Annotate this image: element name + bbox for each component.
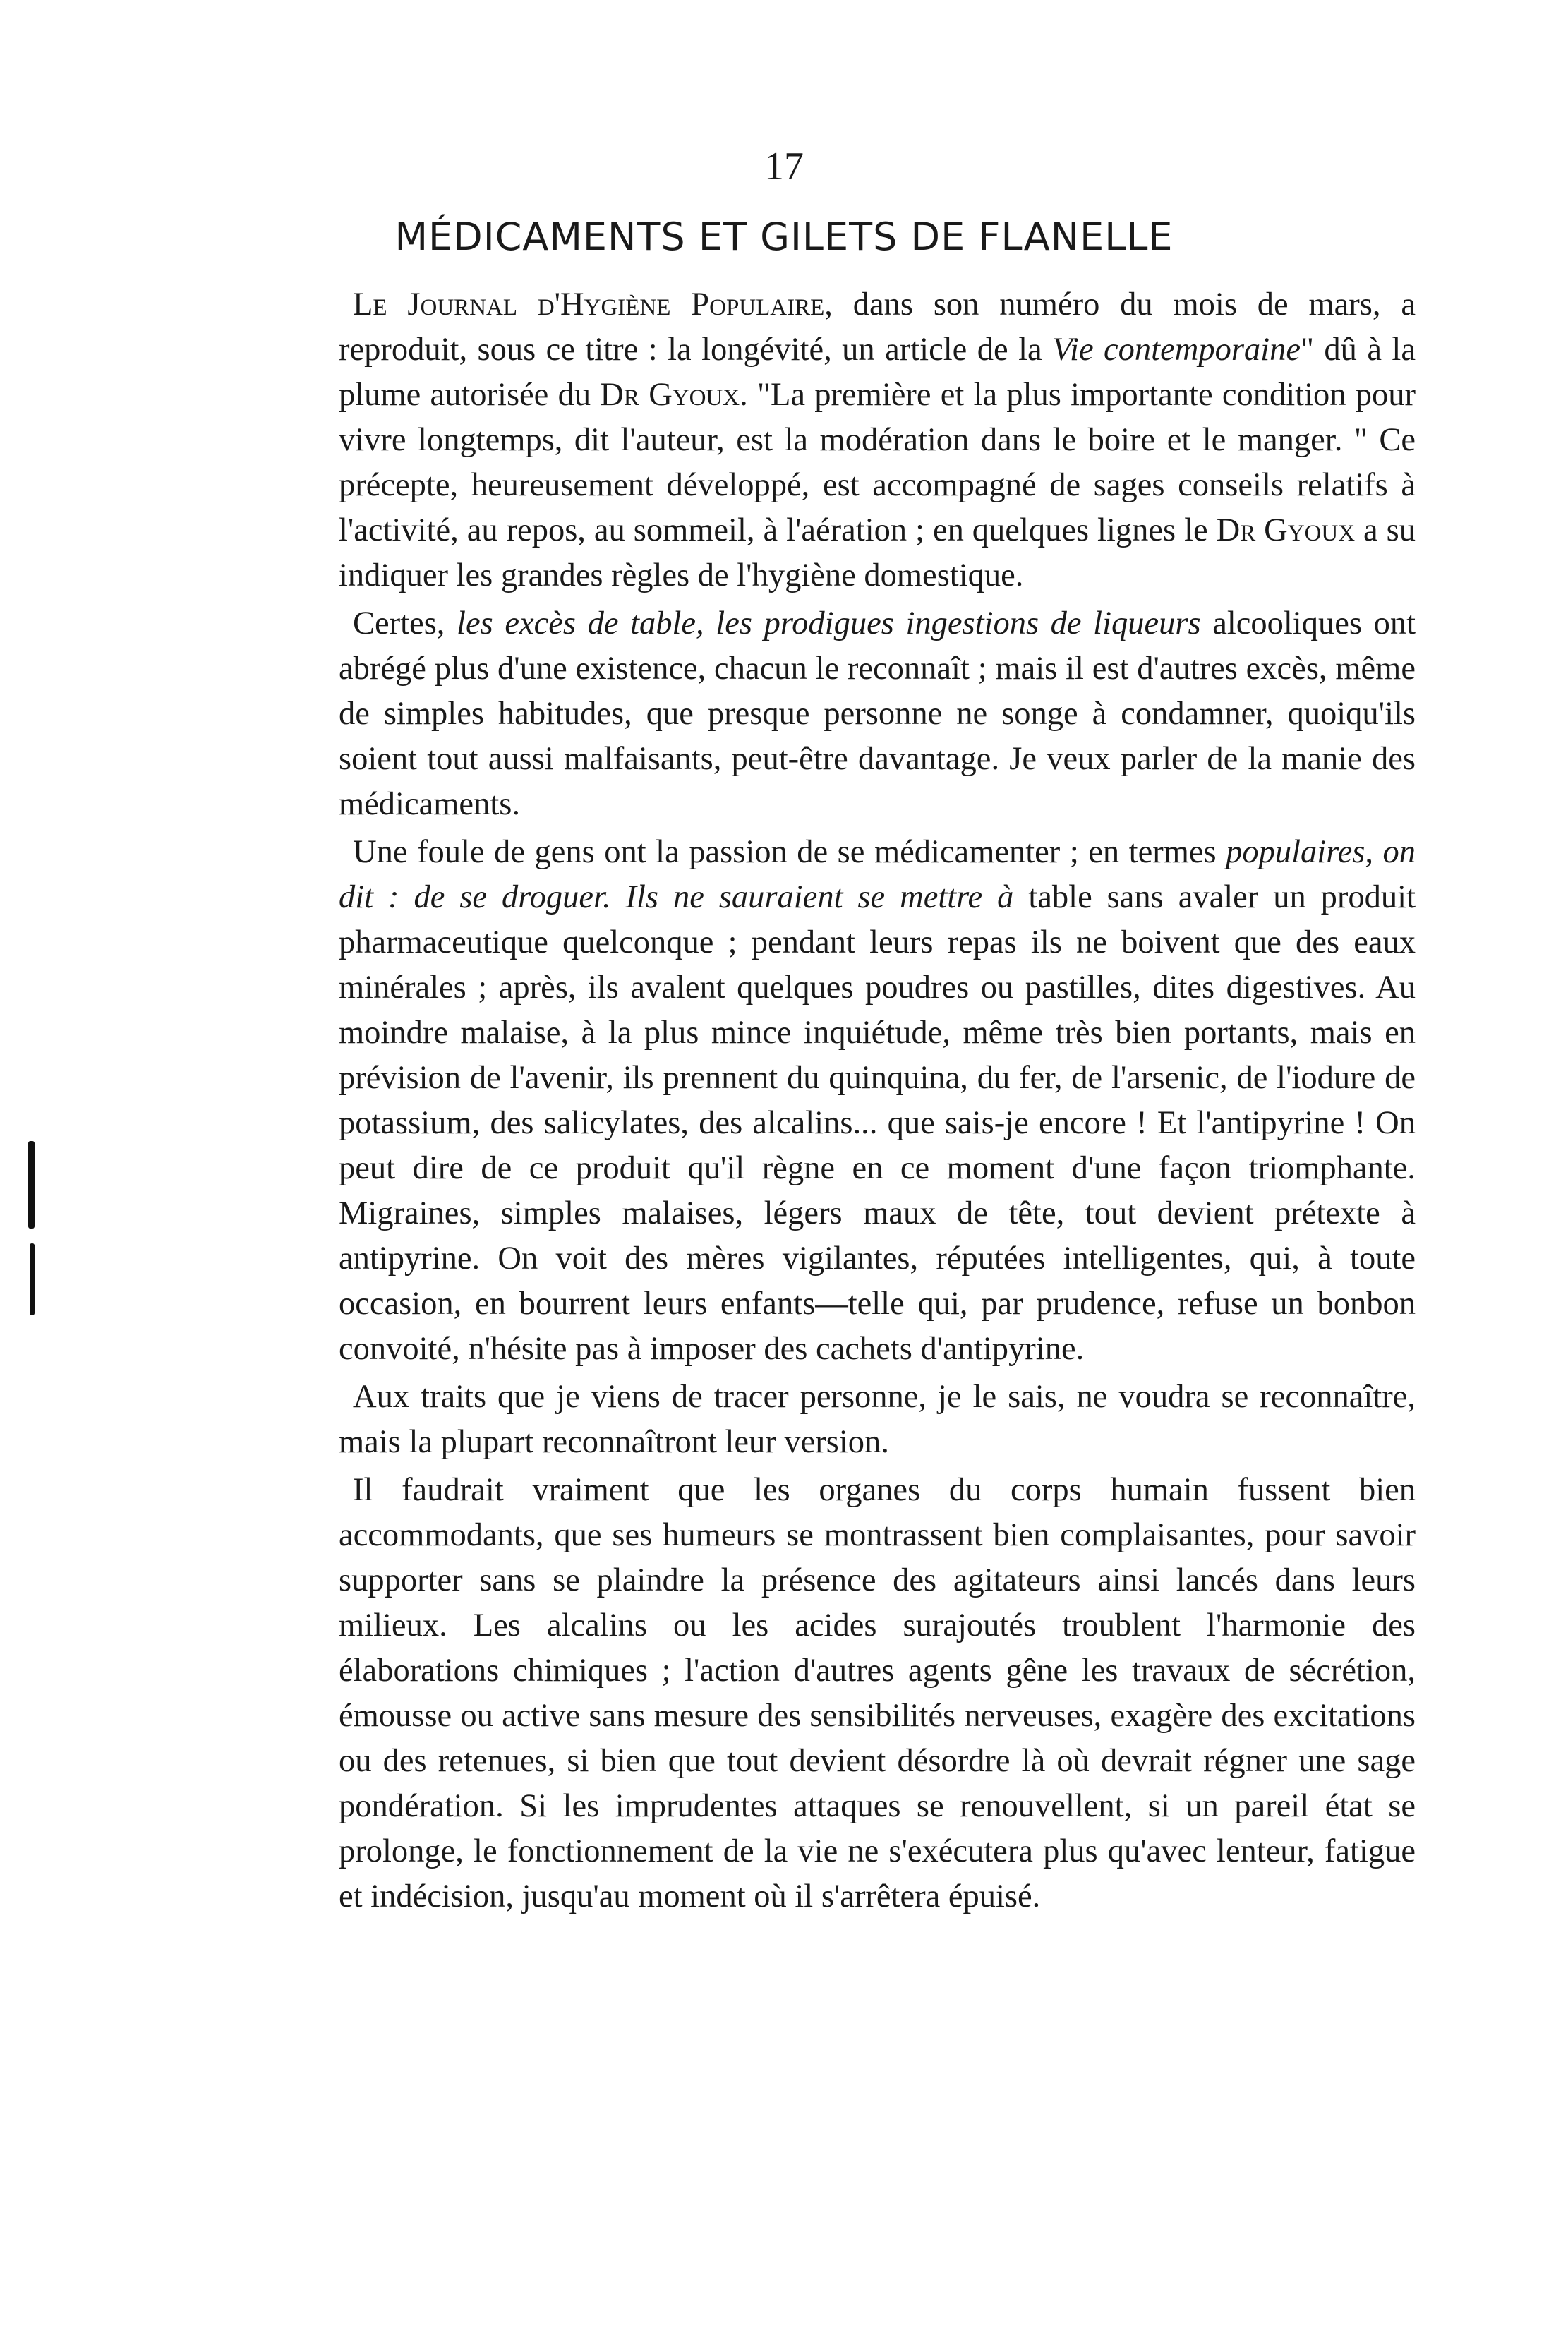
article-title: MÉDICAMENTS ET GILETS DE FLANELLE <box>394 215 1174 259</box>
journal-name: Le Journal d'Hygiène Populaire <box>353 286 825 322</box>
paragraph-text: Aux traits que je viens de tracer personne, je le sais, ne voudra se reconnaître, mais la plupart reconnaîtront leur version. <box>339 1379 1416 1460</box>
article-body <box>339 282 1416 1919</box>
paragraph-text: Il faudrait vraiment que les organes du corps humain fussent bien accommodants, que ses humeurs se montrassent bien complaisantes, pour savoir supporter sans se plaindre la présence des agitateurs ainsi lancés dans leurs milieux. Les alcalins ou les acides surajoutés troublent l'harmonie des élaborations chimiques ; l'action d'autres agents gêne les travaux de sécrétion, émousse ou active sans mesure des sensibilités nerveuses, exagère des excitations ou des retenues, si bien que tout devient désordre là où devrait régner une sage pondération. Si les imprudentes attaques se renouvellent, si un pareil état se prolonge, le fonctionnement de la vie ne s'exécutera plus qu'avec lenteur, fatigue et indécision, jusqu'au moment où il s'arrêtera épuisé. <box>339 1472 1416 1914</box>
author-name: Dr Gyoux <box>1216 512 1356 548</box>
italic-text: les excès de table, les prodigues ingestions de liqueurs <box>457 605 1201 641</box>
paragraph <box>339 601 1416 827</box>
margin-ink-mark <box>30 1243 35 1315</box>
paragraph-text: table sans avaler un produit pharmaceutique quelconque ; pendant leurs repas ils ne boivent que des eaux minérales ; après, ils avalent quelques poudres ou pastilles, dites digestives. Au moindre malaise, à la plus mince inquiétude, même très bien portants, mais en prévision de l'avenir, ils prennent du quinquina, du fer, de l'arsenic, de l'iodure de potassium, des salicylates, des alcalins... que sais-je encore ! Et l'antipyrine ! On peut dire de ce produit qu'il règne en ce moment d'une façon triomphante. Migraines, simples malaises, légers maux de tête, tout devient prétexte à antipyrine. On voit des mères vigilantes, réputées intelligentes, qui, à toute occasion, en bourrent leurs enfants—telle qui, par prudence, refuse un bonbon convoité, n'hésite pas à imposer des cachets d'antipyrine. <box>339 879 1416 1367</box>
author-name: Dr Gyoux <box>600 377 740 413</box>
margin-ink-mark <box>28 1141 35 1229</box>
italic-text: Vie contemporaine <box>1052 332 1301 368</box>
paragraph <box>339 282 1416 598</box>
italic-text: populaires, on dit : de se droguer. Ils ne sauraient se mettre à <box>339 834 1416 915</box>
paragraph <box>339 1375 1416 1465</box>
paragraph-text: Une foule de gens ont la passion de se médicamenter ; en termes <box>353 834 1226 870</box>
paragraph-text: . "La première et la plus importante condition pour vivre longtemps, dit l'auteur, est la modération dans le boire et le manger. " Ce précepte, heureusement développé, est accompagné de sages conseils relatifs à l'activité, au repos, au sommeil, à l'aération ; en quelques lignes le <box>339 377 1416 548</box>
paragraph-text: " dû à la plume autorisée du <box>339 332 1416 413</box>
paragraph-text: Certes, <box>353 605 457 641</box>
paragraph-text: , dans son numéro du mois de mars, a reproduit, sous ce titre : la longévité, un article de la <box>339 286 1416 368</box>
page-number: 17 <box>764 145 804 188</box>
paragraph <box>339 830 1416 1372</box>
paragraph <box>339 1468 1416 1919</box>
paragraph-text: a su indiquer les grandes règles de l'hygiène domestique. <box>339 512 1416 593</box>
paragraph-text: alcooliques ont abrégé plus d'une existence, chacun le reconnaît ; mais il est d'autres excès, même de simples habitudes, que presque personne ne songe à condamner, quoiqu'ils soient tout aussi malfaisants, peut-être davantage. Je veux parler de la manie des médicaments. <box>339 605 1416 822</box>
